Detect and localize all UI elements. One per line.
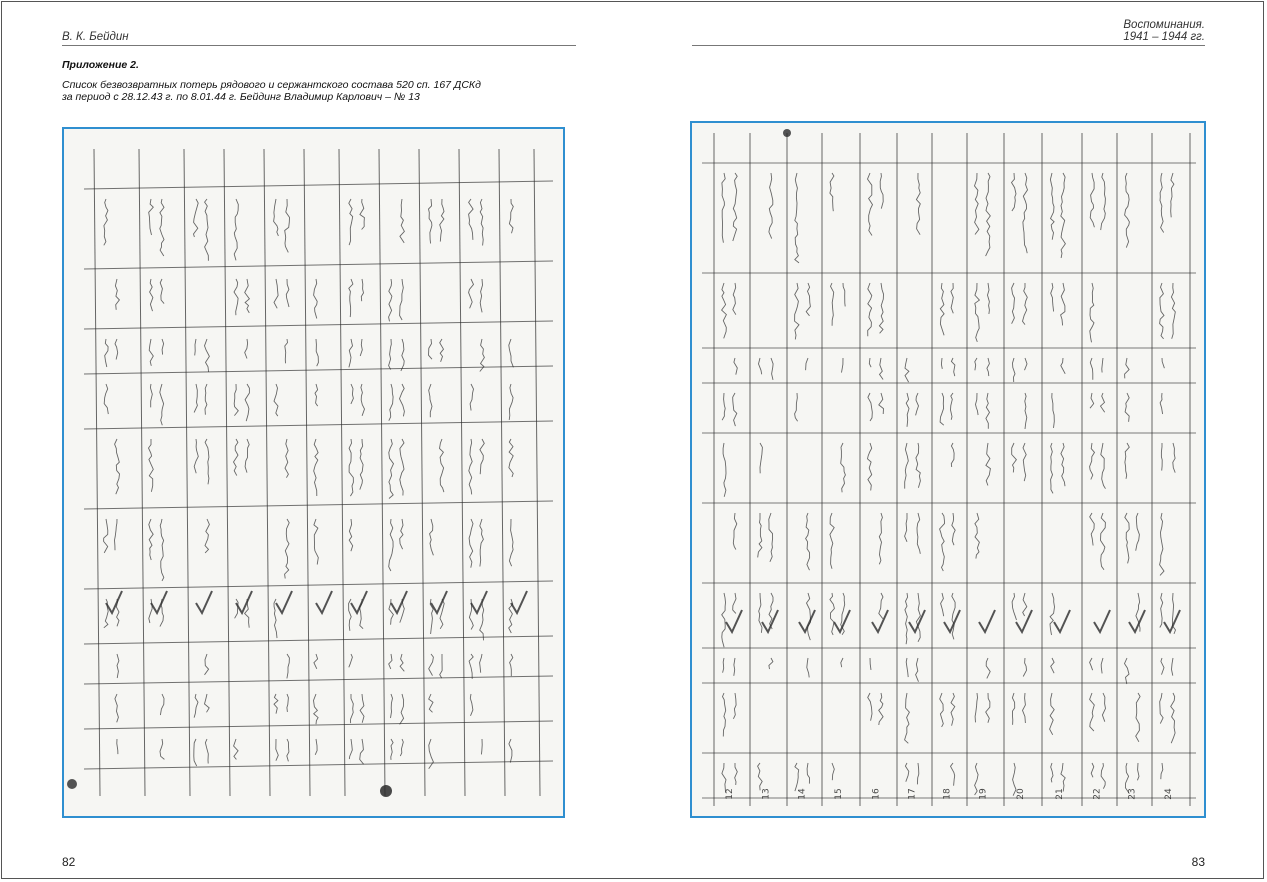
row-number: 21 <box>1055 788 1065 800</box>
row-number: 16 <box>871 788 882 800</box>
row-number: 13 <box>761 788 772 800</box>
scanned-document-right <box>690 121 1206 818</box>
scanned-document-left <box>62 127 565 818</box>
row-number: 23 <box>1127 788 1138 800</box>
row-number: 15 <box>834 788 844 800</box>
row-number: 18 <box>942 788 953 800</box>
scan-blemish <box>380 785 392 797</box>
header-rule <box>692 45 1205 46</box>
caption-line-2: за период с 28.12.43 г. по 8.01.44 г. Бейдинг Владимир Карлович – № 13 <box>62 91 420 103</box>
row-number: 24 <box>1164 788 1174 800</box>
paper-background <box>64 129 563 816</box>
row-number: 19 <box>978 788 989 800</box>
scan-blemish <box>783 129 791 137</box>
row-number: 14 <box>797 788 808 800</box>
scan-right-drawing <box>692 123 1204 816</box>
row-number: 12 <box>725 788 735 800</box>
caption-line-1: Список безвозвратных потерь рядового и сержантского состава 520 сп. 167 ДСКд <box>62 79 481 91</box>
header-rule <box>62 45 576 46</box>
scan-blemish <box>67 779 77 789</box>
page-number-left: 82 <box>62 855 76 869</box>
running-head-author: В. К. Бейдин <box>62 31 129 43</box>
book-spread <box>1 1 1264 879</box>
running-head-title <box>1123 19 1205 43</box>
right-page <box>635 2 1265 880</box>
running-title-line-2: 1941 – 1944 гг. <box>1123 31 1205 43</box>
page-number-right: 83 <box>1191 855 1205 869</box>
document-caption <box>62 79 582 103</box>
row-number: 20 <box>1016 788 1026 800</box>
row-number: 17 <box>907 788 918 800</box>
left-page <box>2 2 635 880</box>
row-number: 22 <box>1092 788 1103 800</box>
running-title-line-1: Воспоминания. <box>1123 19 1205 31</box>
scan-left-drawing <box>64 129 563 816</box>
appendix-heading: Приложение 2. <box>62 59 139 71</box>
